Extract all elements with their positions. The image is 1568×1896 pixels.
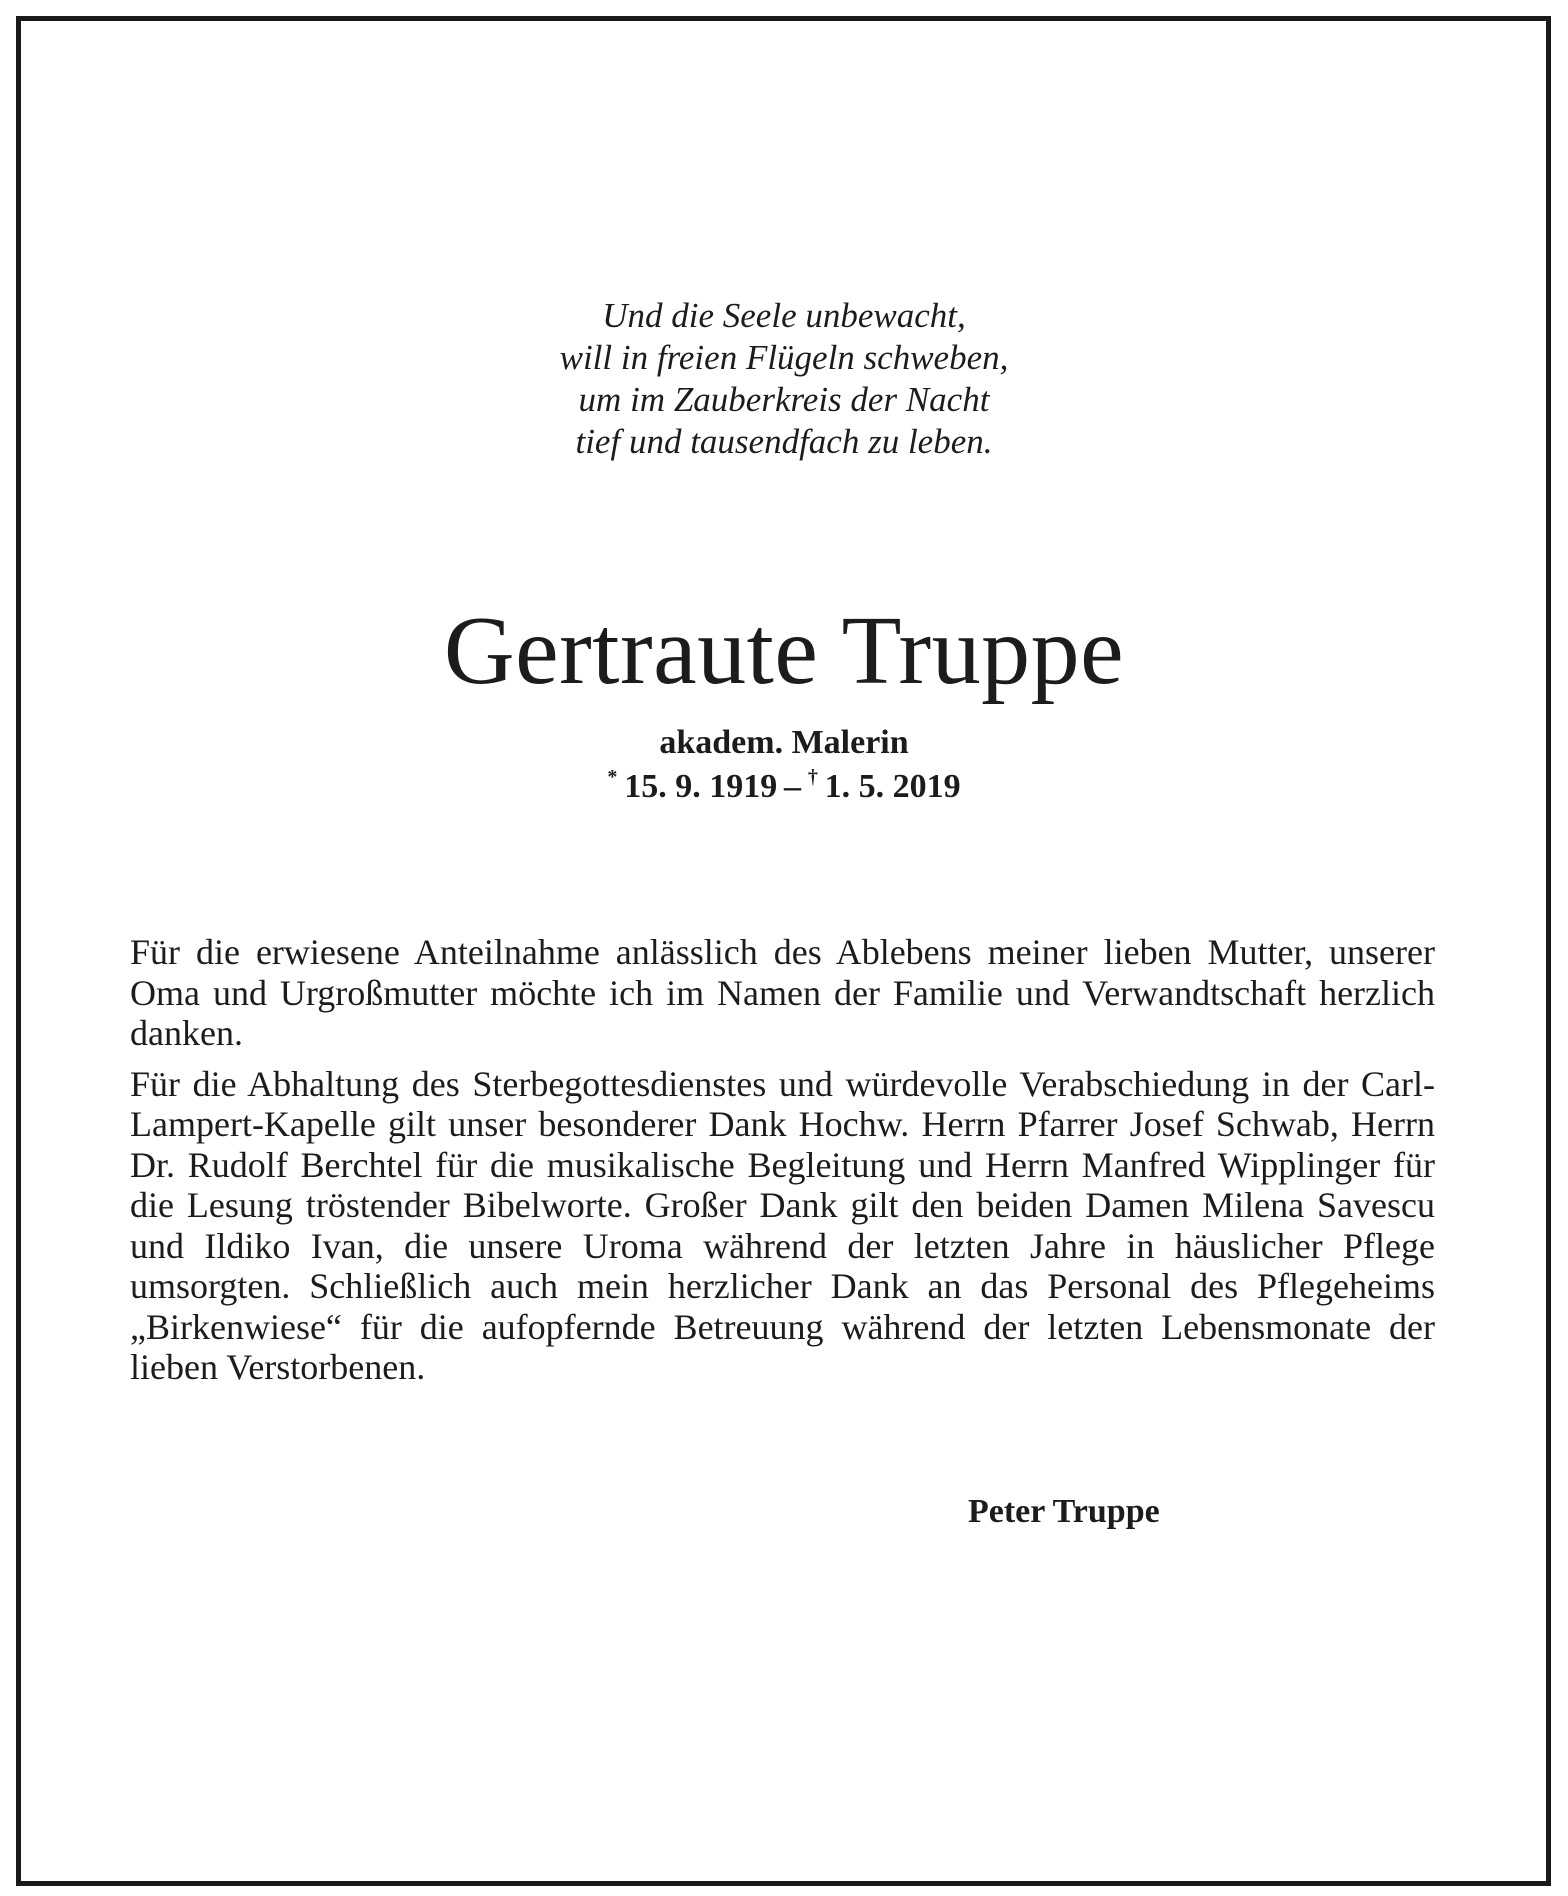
deceased-name: Gertraute Truppe [443, 597, 1125, 705]
death-symbol: † [807, 766, 818, 788]
poem-line: Und die Seele unbewacht, [602, 296, 966, 335]
poem-line: tief und tausendfach zu leben. [575, 422, 993, 461]
message-paragraph: Für die erwiesene Anteilnahme anlässlich des Ablebens meiner lieben Mutter, unserer Oma und Urgroßmutter möchte ich im Namen der Familie und Verwandtschaft herzlich danken. [130, 932, 1435, 1053]
birth-symbol: * [607, 766, 618, 788]
signature: Peter Truppe [968, 1493, 1160, 1530]
poem-line: will in freien Flügeln schweben, [559, 338, 1009, 377]
message-paragraph: Für die Abhaltung des Sterbegottesdienstes und würdevolle Verabschiedung in der Carl-Lampert-Kapelle gilt unser besonderer Dank Hochw. Herrn Pfarrer Josef Schwab, Herrn Dr. Rudolf Berchtel für die musikalische Begleitung und Herrn Manfred Wipplinger für die Lesung tröstender Bibelworte. Großer Dank gilt den beiden Damen Milena Savescu und Ildiko Ivan, die unsere Uroma während der letzten Jahre in häuslicher Pflege umsorgten. Schließlich auch mein herzlicher Dank an das Personal des Pflegeheims „Birkenwiese“ für die aufopfernde Betreuung während der letzten Lebensmonate der lieben Verstorbenen. [130, 1063, 1435, 1387]
date-separator: – [784, 768, 801, 805]
deceased-profession: akadem. Malerin [659, 724, 909, 761]
poem-line: um im Zauberkreis der Nacht [578, 380, 990, 419]
death-date: 1. 5. 2019 [824, 768, 961, 805]
poem [0, 295, 1568, 463]
life-dates [0, 766, 1568, 808]
birth-date: 15. 9. 1919 [624, 768, 778, 805]
thank-you-message [130, 932, 1435, 1388]
